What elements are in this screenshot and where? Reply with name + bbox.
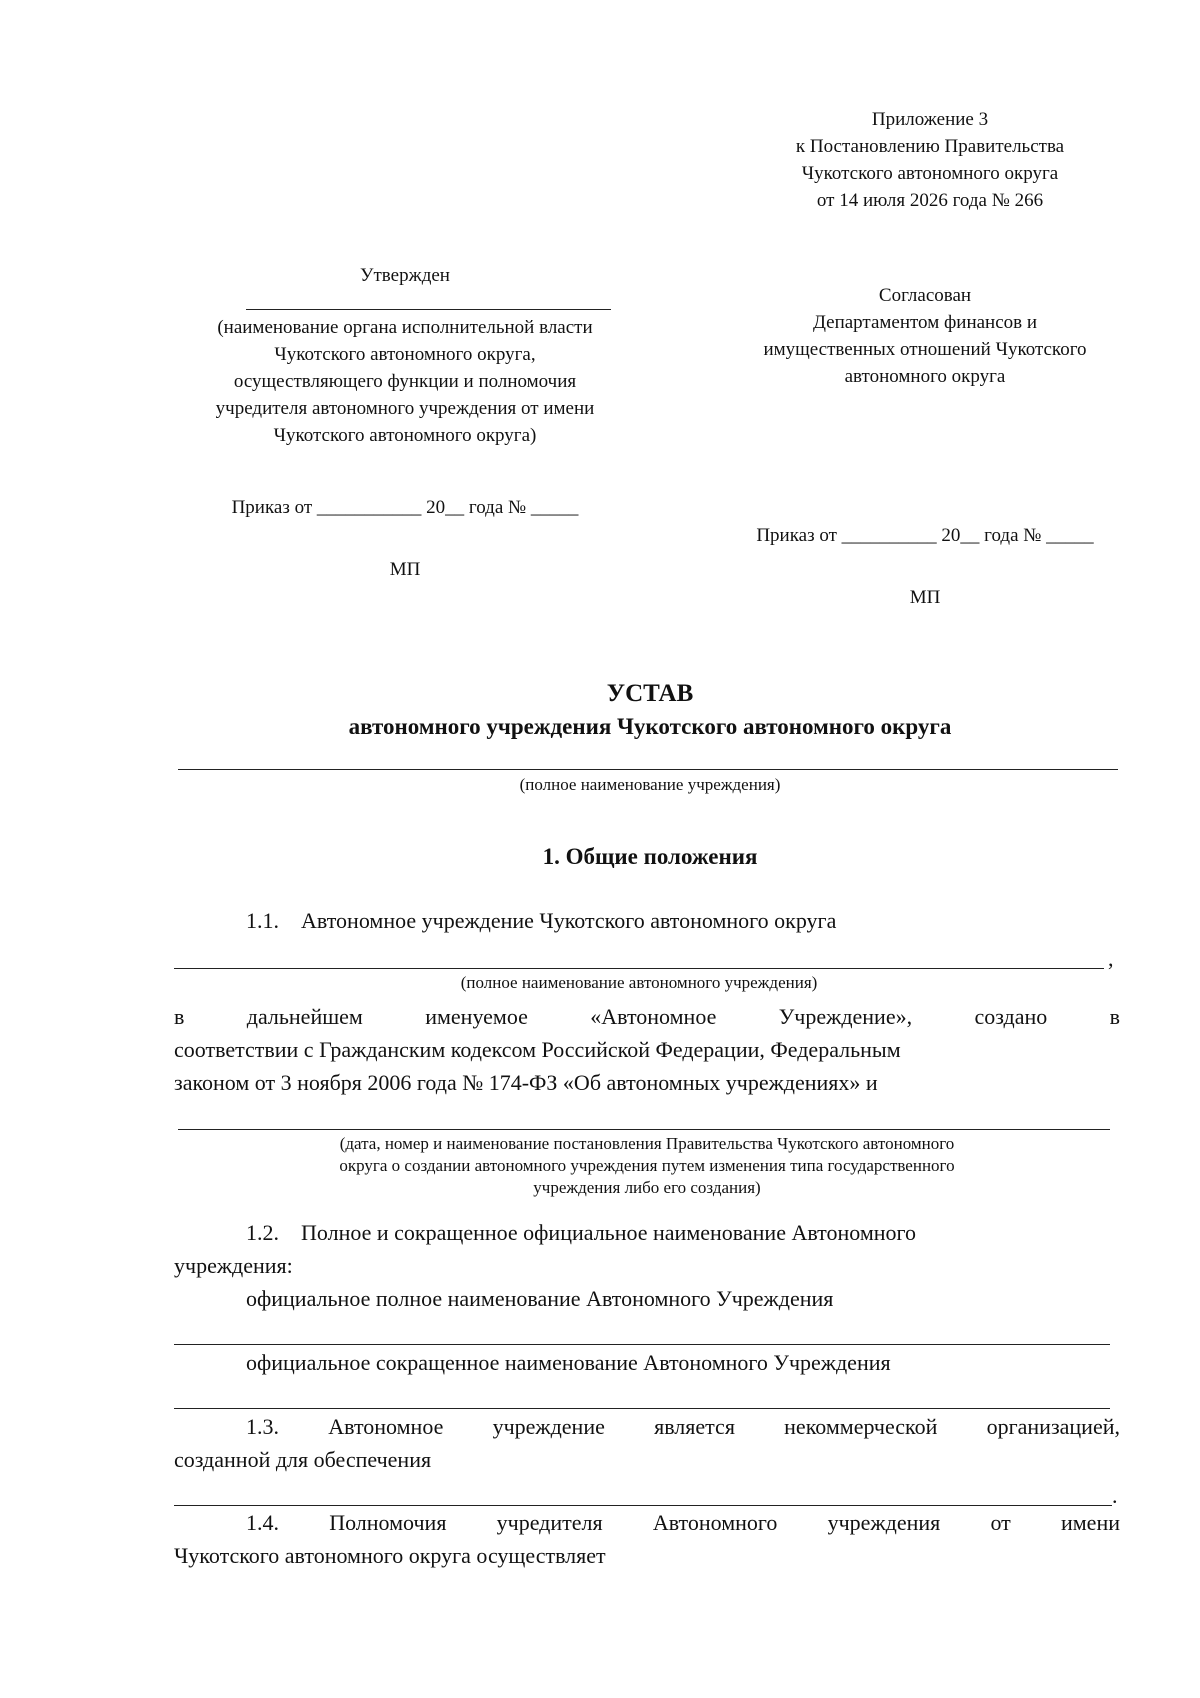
agreed-order: Приказ от __________ 20__ года № _____: [756, 525, 1094, 546]
clause-1-3-period: .: [1112, 1483, 1118, 1508]
approved-caption-line-2: Чукотского автономного округа,: [274, 344, 536, 365]
clause-1-2-line-1: 1.2. Полное и сокращенное официальное наименование Автономного: [246, 1220, 917, 1245]
approved-caption-line-5: Чукотского автономного округа): [273, 425, 537, 446]
approved-caption-line-1: (наименование органа исполнительной власти: [217, 317, 593, 338]
clause-1-1-caption: (полное наименование автономного учреждения): [460, 973, 818, 992]
clause-1-1-line-3: законом от 3 ноября 2006 года № 174-ФЗ «Об автономных учреждениях» и: [174, 1070, 878, 1095]
clause-1-2-short-name-line: [174, 1408, 1110, 1409]
agreed-line-3: автономного округа: [844, 366, 1006, 387]
approved-caption: [170, 314, 640, 449]
appendix-line-3: Чукотского автономного округа: [801, 163, 1059, 184]
institution-name-line: [178, 769, 1118, 770]
appendix-line-4: от 14 июля 2026 года № 266: [816, 190, 1044, 211]
decree-caption-line-2: округа о создании автономного учреждения путем изменения типа государственного: [339, 1156, 955, 1175]
section-heading: 1. Общие положения: [542, 844, 758, 869]
clause-1-2-full-name-label: официальное полное наименование Автономного Учреждения: [246, 1286, 834, 1311]
agreed-line-2: имущественных отношений Чукотского: [763, 339, 1087, 360]
institution-name-caption: (полное наименование учреждения): [519, 775, 781, 794]
approved-heading: Утвержден: [360, 265, 450, 286]
clause-1-4-line-2: Чукотского автономного округа осуществляет: [174, 1543, 606, 1568]
charter-subtitle: автономного учреждения Чукотского автономного округа: [348, 714, 952, 739]
clause-1-1-decree-caption: [174, 1133, 1120, 1199]
clause-1-3-line-2: созданной для обеспечения: [174, 1447, 432, 1472]
clause-1-4-line-1: 1.4. Полномочия учредителя Автономного учреждения от имени: [246, 1510, 1120, 1535]
clause-1-1-line-1: в дальнейшем именуемое «Автономное Учреждение», создано в: [174, 1004, 1120, 1029]
agreed-heading: Согласован: [878, 285, 972, 306]
clause-1-1-lead: 1.1. Автономное учреждение Чукотского автономного округа: [246, 908, 837, 933]
clause-1-3-line-1: 1.3. Автономное учреждение является некоммерческой организацией,: [246, 1414, 1120, 1439]
approved-caption-line-3: осуществляющего функции и полномочия: [233, 371, 577, 392]
charter-title: УСТАВ: [606, 680, 694, 707]
agreed-block: [700, 282, 1150, 390]
decree-caption-line-3: учреждения либо его создания): [533, 1178, 761, 1197]
agreed-line-1: Департаментом финансов и: [812, 312, 1038, 333]
approved-stamp: МП: [389, 559, 421, 580]
approved-order: Приказ от ___________ 20__ года № _____: [231, 497, 579, 518]
clause-1-1-name-line: [174, 968, 1104, 969]
agreed-stamp: МП: [909, 587, 941, 608]
clause-1-1-decree-line: [178, 1129, 1110, 1130]
clause-1-1-comma: ,: [1108, 946, 1114, 971]
appendix-line-1: Приложение 3: [871, 109, 989, 130]
appendix-block: [740, 106, 1120, 214]
appendix-line-2: к Постановлению Правительства: [795, 136, 1065, 157]
clause-1-1-line-2: соответствии с Гражданским кодексом Российской Федерации, Федеральным: [174, 1037, 901, 1062]
approved-body-line: [246, 309, 611, 310]
clause-1-2-full-name-line: [174, 1344, 1110, 1345]
clause-1-2-line-2: учреждения:: [174, 1253, 293, 1278]
clause-1-3-purpose-line: [174, 1505, 1112, 1506]
decree-caption-line-1: (дата, номер и наименование постановления Правительства Чукотского автономного: [339, 1134, 955, 1153]
approved-caption-line-4: учредителя автономного учреждения от имени: [215, 398, 595, 419]
clause-1-2-short-name-label: официальное сокращенное наименование Автономного Учреждения: [246, 1350, 891, 1375]
